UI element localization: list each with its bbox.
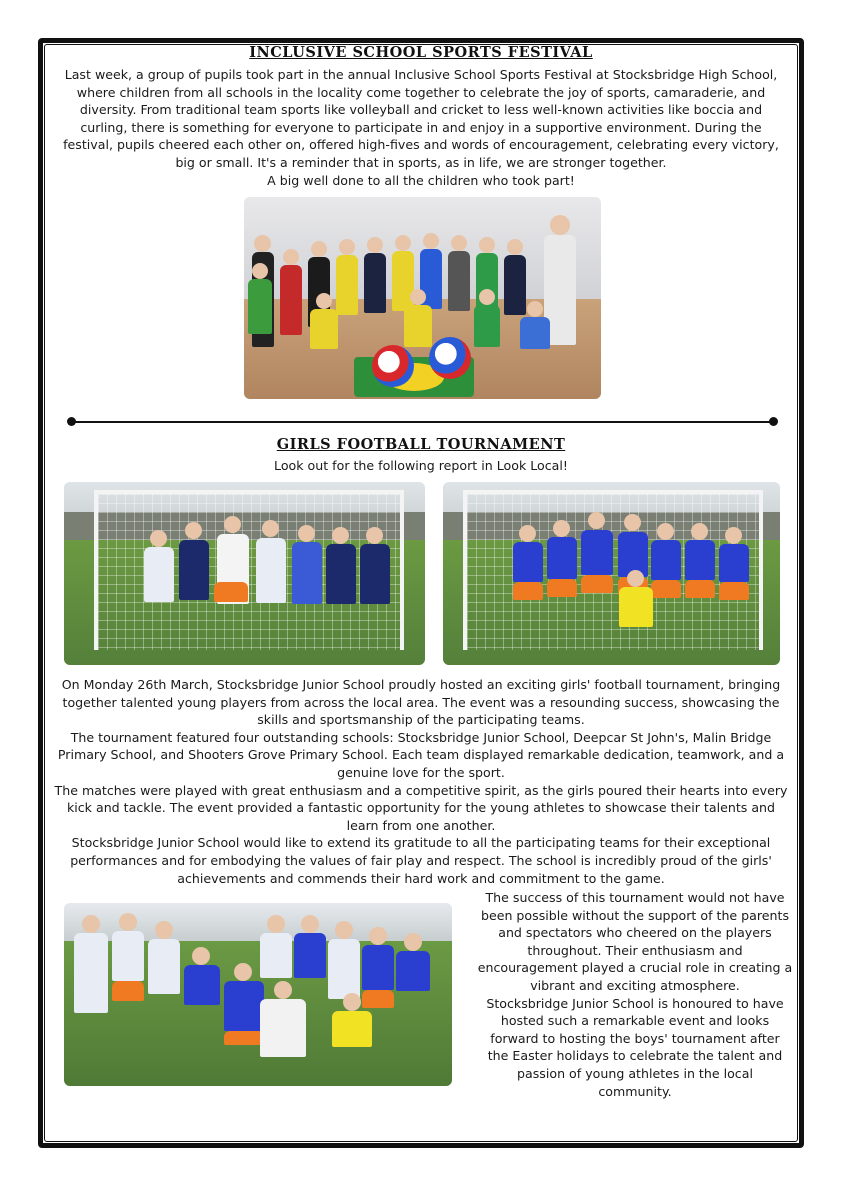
text-line: vibrant and exciting atmosphere. — [530, 977, 740, 993]
text-line: the Easter holidays to celebrate the talent and — [487, 1048, 783, 1064]
text-line: The success of this tournament would not have — [485, 890, 785, 905]
text-line: forward to hosting the boys' tournament after — [490, 1030, 780, 1046]
festival-heading: INCLUSIVE SCHOOL SPORTS FESTIVAL — [249, 44, 593, 61]
text-line: Stocksbridge Junior School is honoured to have — [486, 995, 784, 1011]
celebration-photo — [64, 903, 452, 1086]
text-line: kick and tackle. The event provided a fantastic opportunity for the young athletes to showcase their talents and — [66, 800, 776, 816]
text-line: where children from all schools in the locality come together to celebrate the joy of sports, camaraderie, and — [76, 84, 766, 100]
text-line: throughout. Their enthusiasm and — [527, 942, 743, 958]
text-line: performances and for embodying the values of fair play and respect. The school is incredibly proud of the girls' — [70, 852, 772, 868]
text-line: big or small. It's a reminder that in sports, as in life, we are stronger together. — [175, 154, 667, 170]
text-line: skills and sportsmanship of the participating teams. — [257, 712, 585, 728]
text-line: encouragement played a crucial role in creating a — [477, 960, 793, 976]
text-line: Stocksbridge Junior School would like to extend its gratitude to all the participating teams for their exceptional — [71, 835, 771, 851]
text-line: achievements and commends their hard work and commitment to the game. — [177, 870, 665, 886]
football-text — [46, 676, 796, 887]
festival-photo — [244, 197, 601, 399]
text-line: together talented young players from across the local area. The event was a resounding success, showcasing the — [62, 694, 780, 710]
text-line: On Monday 26th March, Stocksbridge Junior School proudly hosted an exciting girls' football tournament, bringing — [61, 677, 781, 692]
festival-text — [50, 66, 792, 189]
text-line: The matches were played with great enthusiasm and a competitive spirit, as the girls poured their hearts into every — [54, 782, 788, 798]
text-line: learn from one another. — [346, 817, 496, 833]
football-heading: GIRLS FOOTBALL TOURNAMENT — [276, 436, 566, 453]
text-line: diversity. From traditional team sports like volleyball and cricket to less well-known activities like boccia and — [79, 102, 763, 118]
text-line: Primary School, and Shooters Grove Primary School. Each team displayed remarkable dedication, teamwork, and a — [57, 747, 785, 763]
football-side-text — [470, 889, 800, 1100]
text-line: hosted such a remarkable event and looks — [500, 1013, 770, 1029]
text-line: The tournament featured four outstanding schools: Stocksbridge Junior School, Deepcar St John's, Malin Bridge — [70, 729, 772, 745]
text-line: curling, there is something for everyone to participate in and enjoy in a supportive environment. During the — [80, 119, 762, 135]
football-subtitle: Look out for the following report in Look Local! — [274, 458, 568, 473]
text-line: Last week, a group of pupils took part in the annual Inclusive School Sports Festival at Stocksbridge High School, — [64, 67, 778, 82]
section-divider — [72, 421, 774, 423]
team-photo-right — [443, 482, 780, 665]
text-line: genuine love for the sport. — [337, 764, 505, 780]
team-photo-left — [64, 482, 425, 665]
divider-dot-left — [67, 417, 76, 426]
text-line: passion of young athletes in the local — [517, 1065, 753, 1081]
divider-dot-right — [769, 417, 778, 426]
text-line: and spectators who cheered on the players — [498, 925, 772, 941]
text-line: festival, pupils cheered each other on, offered high-fives and words of encouragement, celebrating every victory, — [63, 137, 779, 153]
text-line: community. — [598, 1083, 672, 1099]
text-line: been possible without the support of the parents — [480, 907, 790, 923]
text-line: A big well done to all the children who took part! — [267, 172, 575, 188]
